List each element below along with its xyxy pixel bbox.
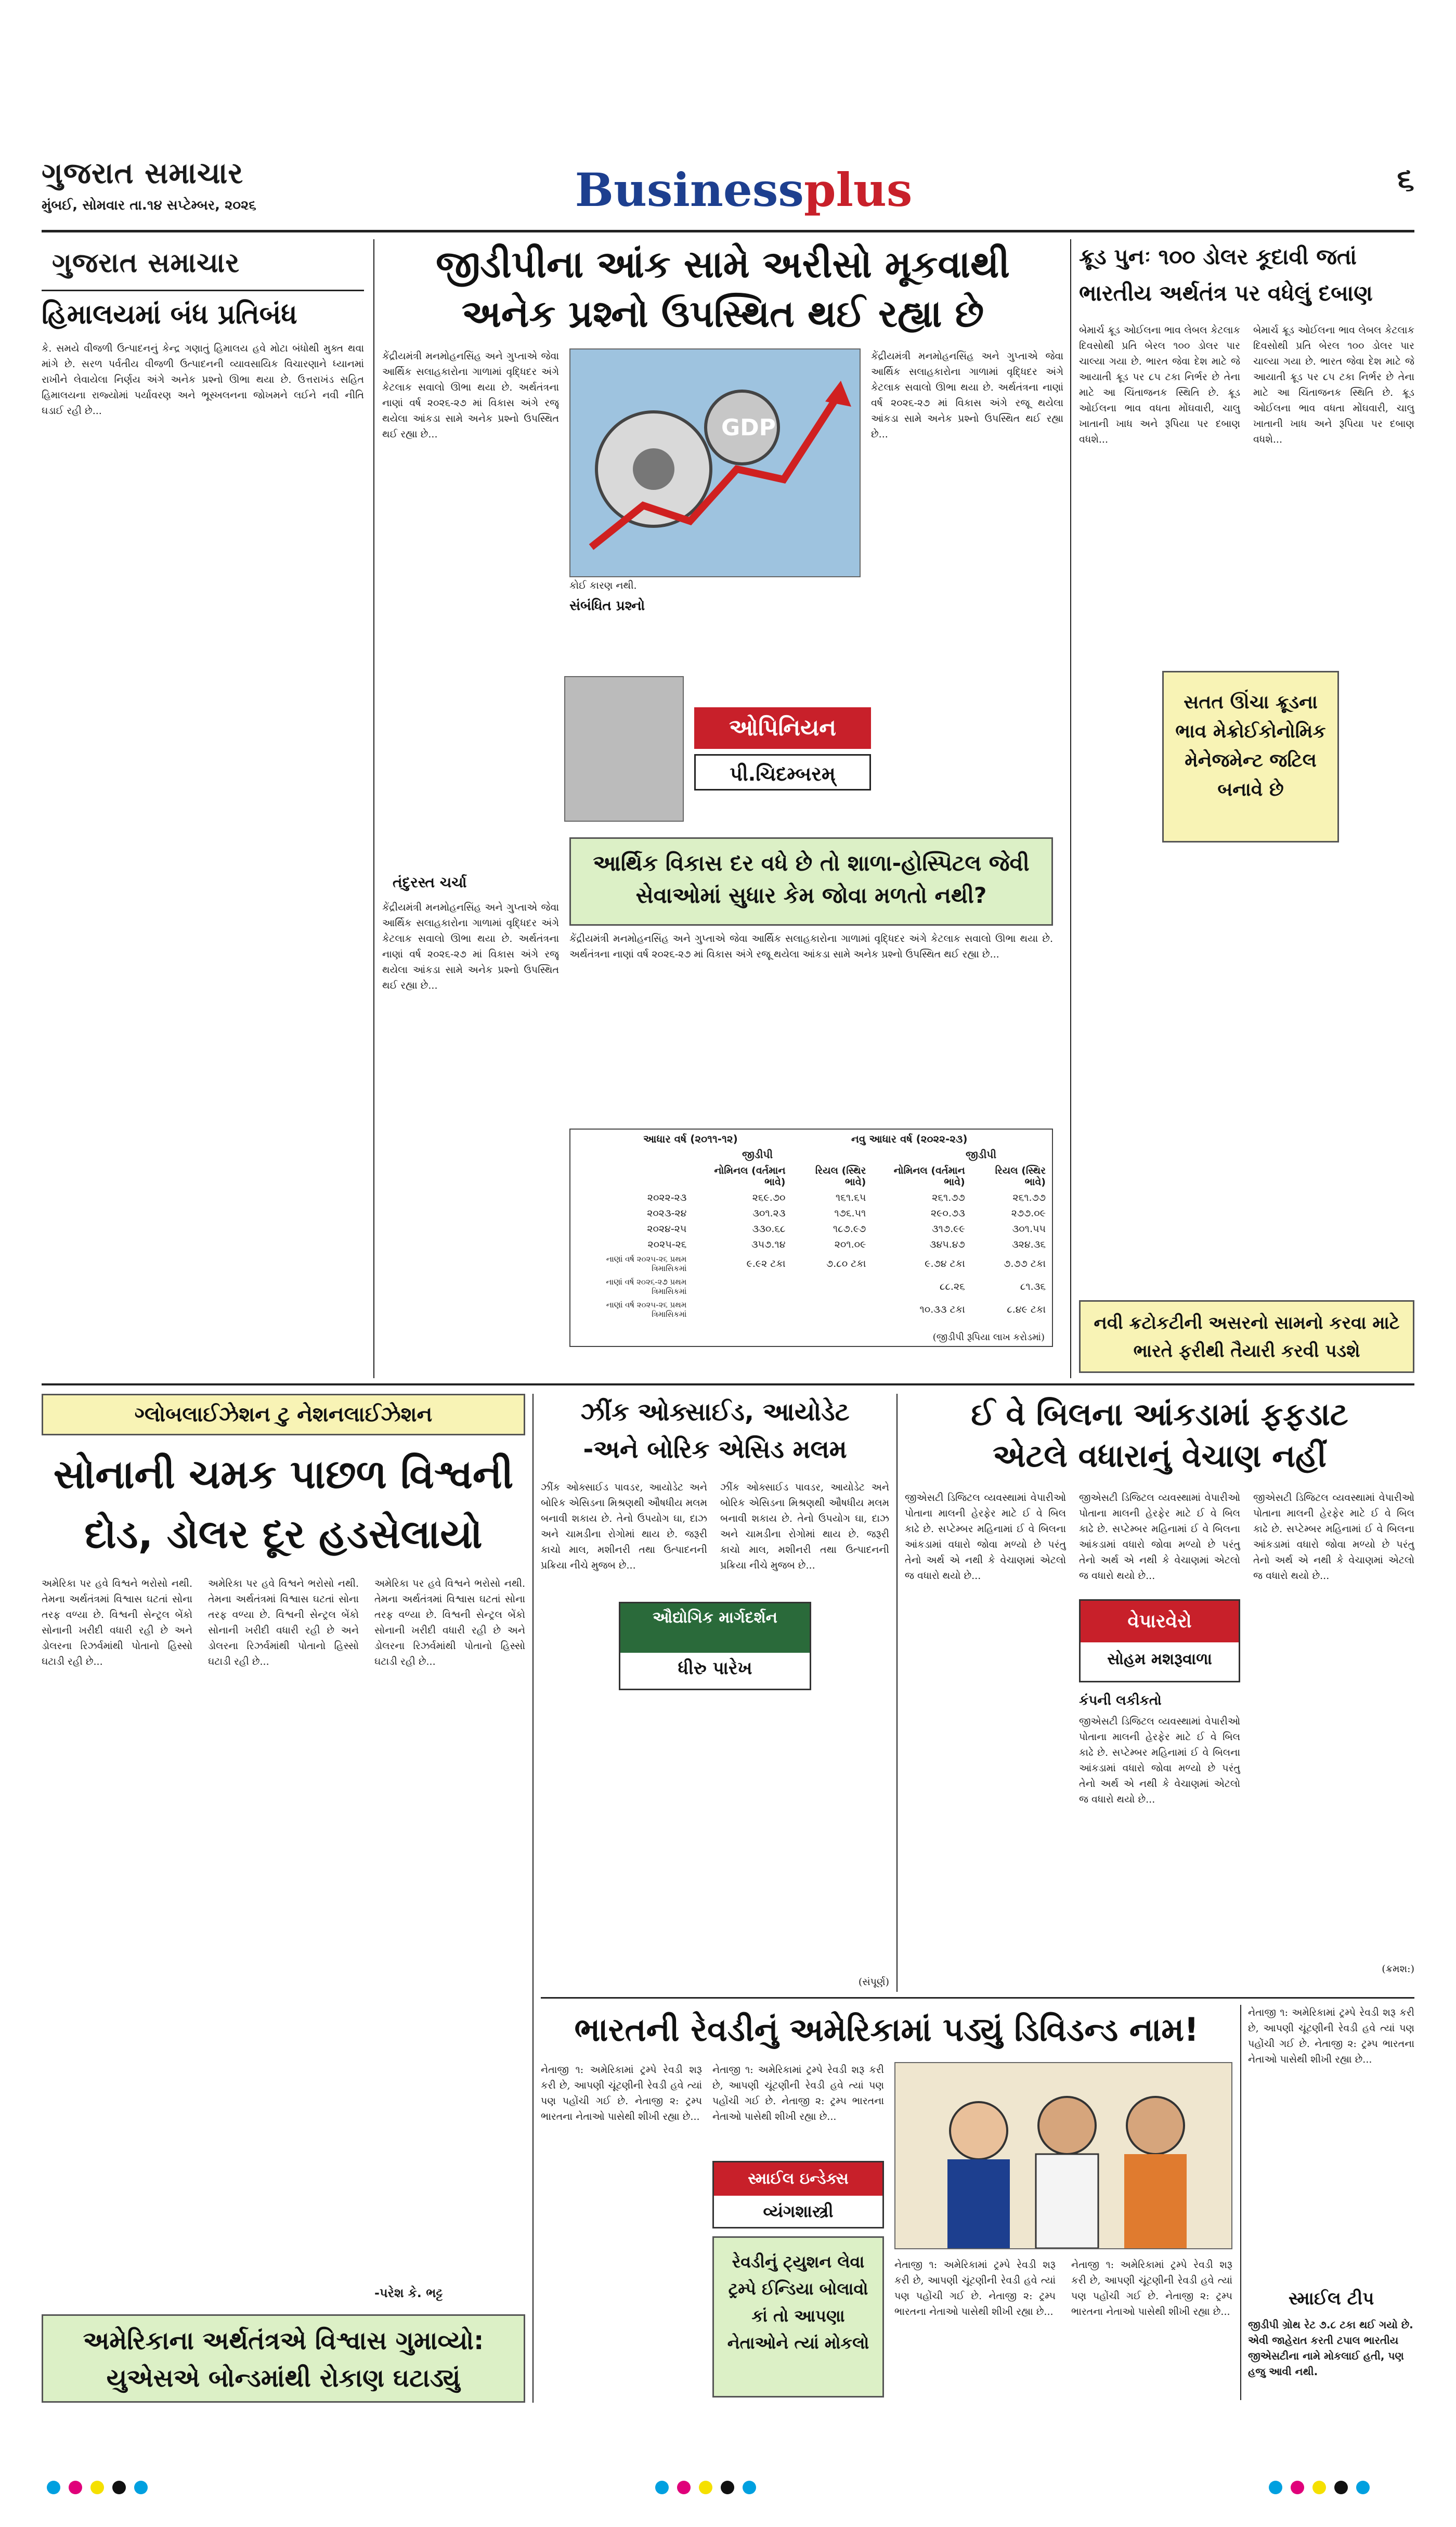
table-cell: ૩૨૪.૩૬ [1012, 1239, 1046, 1250]
ewaybill-subhead: કંપની લકીકતો [1079, 1693, 1162, 1708]
revdi-body-col-d: નેતાજી ૧: અમેરિકામાં ટ્રમ્પે રેવડી શરૂ કરી છે, આપણી ચૂંટણીની રેવડી હવે ત્યાં પણ પહોંચી ગઈ છે. નેતાજી ૨: ટ્રમ્પ ભારતના નેતાઓ પાસેથી શીખી રહ્યા છે... [1071, 2259, 1232, 2317]
registration-dot [699, 2481, 712, 2494]
gdp-chart-illustration [570, 349, 860, 576]
table-header-right: નવુ આધાર વર્ષ (૨૦૨૨-૨૩) [851, 1133, 968, 1145]
revdi-body-col-e: નેતાજી ૧: અમેરિકામાં ટ્રમ્પે રેવડી શરૂ કરી છે, આપણી ચૂંટણીની રેવડી હવે ત્યાં પણ પહોંચી ગઈ છે. નેતાજી ૨: ટ્રમ્પ ભારતના નેતાઓ પાસેથી શીખી રહ્યા છે... [1248, 2007, 1414, 2065]
table-cell: નાણાં વર્ષ ૨૦૨૫-૨૬ પ્રથમ ત્રિમાસિકમાં [606, 1254, 687, 1273]
table-cell: ૮૮.૨૬ [940, 1281, 965, 1292]
table-cell: ૯.૭૪ ટકા [925, 1258, 965, 1269]
table-group-right: જીડીપી [966, 1148, 997, 1161]
ewaybill-end: (ક્રમશ:) [1382, 1963, 1414, 1975]
table-row [573, 1221, 1051, 1237]
ewaybill-headline-2: એટલે વધારાનું વેચાણ નહીં [993, 1438, 1327, 1474]
gdp-headline-1: જીડીપીના આંક સામે અરીસો મૂકવાથી [436, 242, 1010, 286]
table-cell: ૩૩૦.૬૮ [752, 1223, 786, 1235]
table-cell: ૩૪૫.૪૭ [929, 1239, 965, 1250]
registration-dot [47, 2481, 60, 2494]
table-cell: ૩૦૧.૨૩ [752, 1208, 786, 1219]
zinc-headline-1: ઝીંક ઓક્સાઈડ, આયોડેટ [580, 1397, 850, 1427]
revdi-headline: ભારતની રેવડીનું અમેરિકામાં પડ્યું ડિવિડન્ડ નામ! [574, 2011, 1199, 2049]
registration-marks-center [655, 2481, 764, 2496]
gdp-photo-caption: કોઈ કારણ નથી. [569, 580, 637, 591]
zinc-body-col-b: ઝીંક ઓક્સાઈડ પાવડર, આયોડેટ અને બોરિક એસિડના મિશ્રણથી ઔષધીય મલમ બનાવી શકાય છે. તેનો ઉપયોગ ઘા, દાઝ અને ચામડીના રોગોમાં થાય છે. જરૂરી કાચો માલ, મશીનરી તથા ઉત્પાદનની પ્રક્રિયા નીચે મુજબ છે... [720, 1482, 889, 1571]
table-row [573, 1298, 1051, 1321]
opinion-label: ઓપિનિયન [694, 707, 871, 749]
table-cell: ૧૭૬.૫૧ [834, 1208, 866, 1219]
col-divider-4 [896, 1394, 898, 1992]
revdi-column-name: સ્માઈલ ઇન્ડેક્સ [714, 2162, 882, 2196]
gold-article [42, 1394, 525, 2455]
gdp-body-col-c: કેંદ્રીયમંત્રી મનમોહનસિંહ અને ગુપ્તાએ જેવા આર્થિક સલાહકારોના ગાળામાં વૃદ્ધિદર અંગે કેટલાક સવાલો ઊભા થયા છે. અર્થતંત્રના નાણાં વર્ષ ૨૦૨૬-૨૭ માં વિકાસ અંગે રજૂ થયેલા આંકડા સામે અનેક પ્રશ્નો ઉપસ્થિત થઈ રહ્યા છે... [871, 351, 1063, 440]
crude-inset-box: સતત ઊંચા ક્રૂડના ભાવ મેક્રોઈકોનોમિક મેનેજમેન્ટ જટિલ બનાવે છે [1162, 671, 1339, 843]
crude-body-col-b: બેમાર્ચ ક્રૂડ ઓઈલના ભાવ લેબલ કેટલાક દિવસોથી પ્રતિ બેરલ ૧૦૦ ડોલર પાર ચાલ્યા ગયા છે. ભારત જેવા દેશ માટે જે આયાતી ક્રૂડ પર ૮૫ ટકા નિર્ભર છે તેના માટે આ ચિંતાજનક સ્થિતિ છે. ક્રૂડ ઓઈલના ભાવ વધતા મોંઘવારી, ચાલુ ખાતાની ખાધ અને રૂપિયા પર દબાણ વધશે... [1253, 325, 1414, 445]
gold-body-col-b: અમેરિકા પર હવે વિશ્વને ભરોસો નથી. તેમના અર્થતંત્રમાં વિશ્વાસ ઘટતાં સોના તરફ વળ્યા છે. વિશ્વની સેન્ટ્રલ બેંકો સોનાની ખરીદી વધારી રહી છે અને ડોલરના રિઝર્વમાંથી પોતાનો હિસ્સો ઘટાડી રહી છે... [208, 1578, 359, 1667]
author-photo [564, 676, 684, 822]
registration-dot [721, 2481, 734, 2494]
table-col: નોમિનલ (વર્તમાન ભાવે) [893, 1165, 965, 1188]
col-divider-3 [532, 1394, 534, 2403]
table-cell: ૧૬૧.૬૫ [835, 1192, 866, 1203]
table-cell: ૨૬૧.૭૭ [932, 1192, 965, 1203]
table-cell: ૭.૭૭ ટકા [1004, 1258, 1046, 1269]
zinc-credit: (સંપૂર્ણ) [858, 1976, 889, 1988]
section-title [562, 161, 926, 218]
svg-text:GDP: GDP [721, 414, 776, 441]
mid-rule [42, 1383, 1414, 1385]
registration-dot [1291, 2481, 1304, 2494]
crude-body-col-a: બેમાર્ચ ક્રૂડ ઓઈલના ભાવ લેબલ કેટલાક દિવસોથી પ્રતિ બેરલ ૧૦૦ ડોલર પાર ચાલ્યા ગયા છે. ભારત જેવા દેશ માટે જે આયાતી ક્રૂડ પર ૮૫ ટકા નિર્ભર છે તેના માટે આ ચિંતાજનક સ્થિતિ છે. ક્રૂડ ઓઈલના ભાવ વધતા મોંઘવારી, ચાલુ ખાતાની ખાધ અને રૂપિયા પર દબાણ વધશે... [1079, 325, 1240, 445]
gdp-body-lower: કેંદ્રીયમંત્રી મનમોહનસિંહ અને ગુપ્તાએ જેવા આર્થિક સલાહકારોના ગાળામાં વૃદ્ધિદર અંગે કેટલાક સવાલો ઊભા થયા છે. અર્થતંત્રના નાણાં વર્ષ ૨૦૨૬-૨૭ માં વિકાસ અંગે રજૂ થયેલા આંકડા સામે અનેક પ્રશ્નો ઉપસ્થિત થઈ રહ્યા છે... [569, 933, 1053, 960]
revdi-body-col-b: નેતાજી ૧: અમેરિકામાં ટ્રમ્પે રેવડી શરૂ કરી છે, આપણી ચૂંટણીની રેવડી હવે ત્યાં પણ પહોંચી ગઈ છે. નેતાજી ૨: ટ્રમ્પ ભારતના નેતાઓ પાસેથી શીખી રહ્યા છે... [712, 2064, 884, 2122]
editorial-logo-bar [42, 239, 364, 291]
revdi-tip-body: જીડીપી ગ્રોથ રેટ ૭.૮ ટકા થઈ ગયો છે. એવી જાહેરાત કરતી ટપાલ ભારતીય જીએસટીના નામે મોકલાઈ હતી, પણ હજુ આવી નથી. [1248, 2318, 1413, 2378]
revdi-body-col-a: નેતાજી ૧: અમેરિકામાં ટ્રમ્પે રેવડી શરૂ કરી છે, આપણી ચૂંટણીની રેવડી હવે ત્યાં પણ પહોંચી ગઈ છે. નેતાજી ૨: ટ્રમ્પ ભારતના નેતાઓ પાસેથી શીખી રહ્યા છે... [541, 2064, 702, 2122]
editorial-column [42, 239, 364, 1378]
zinc-headline-2: -અને બોરિક એસિડ મલમ [583, 1435, 847, 1464]
paper-logo: ગુજરાત સમાચાર [42, 156, 244, 190]
masthead [42, 156, 1414, 229]
table-row [573, 1275, 1051, 1298]
opinion-author: પી.ચિદમ્બરમ્ [694, 754, 871, 791]
gdp-quote-box: આર્થિક વિકાસ દર વધે છે તો શાળા-હોસ્પિટલ જેવી સેવાઓમાં સુધાર કેમ જોવા મળતો નથી? [569, 837, 1053, 926]
table-cell: ૨૦૨૩-૨૪ [647, 1208, 687, 1219]
ewaybill-column-box [1079, 1599, 1240, 1682]
ewaybill-column-name: વેપારવેરો [1081, 1601, 1239, 1642]
table-cell: નાણાં વર્ષ ૨૦૨૬-૨૭ પ્રથમ ત્રિમાસિકમાં [606, 1277, 687, 1296]
table-cell [790, 1275, 871, 1298]
registration-dot [743, 2481, 756, 2494]
table-cell: ૯.૯૨ ટકા [746, 1258, 786, 1269]
table-cell: ૧૮૭.૯૭ [833, 1223, 866, 1235]
table-row [573, 1190, 1051, 1206]
table-col: રિયલ (સ્થિર ભાવે) [815, 1165, 866, 1188]
registration-dot [1356, 2481, 1370, 2494]
table-row [573, 1252, 1051, 1275]
gold-headline-2: દોડ, ડોલર દૂર હડસેલાયો [84, 1511, 483, 1557]
gold-byline: -પરેશ કે. ભટ્ટ [374, 2286, 443, 2300]
gdp-table [569, 1129, 1053, 1347]
section-title-business: Business [575, 163, 804, 217]
table-col: નોમિનલ (વર્તમાન ભાવે) [714, 1165, 786, 1188]
table-cell: ૨૦૨૪-૨૫ [647, 1223, 687, 1235]
table-cell: ૩૧૭.૯૯ [932, 1223, 965, 1235]
gdp-article [382, 239, 1063, 1378]
ewaybill-body-col-b: જીએસટી ડિજિટલ વ્યવસ્થામાં વેપારીઓ પોતાના માલની હેરફેર માટે ઈ વે બિલ કાઢે છે. સપ્ટેમ્બર મહિનામાં ઈ વે બિલના આંકડામાં વધારો જોવા મળ્યો છે પરંતુ તેનો અર્થ એ નથી કે વેચાણમાં એટલો જ વધારો થયો છે... [1079, 1492, 1240, 1582]
gdp-body-col-a: કેંદ્રીયમંત્રી મનમોહનસિંહ અને ગુપ્તાએ જેવા આર્થિક સલાહકારોના ગાળામાં વૃદ્ધિદર અંગે કેટલાક સવાલો ઊભા થયા છે. અર્થતંત્રના નાણાં વર્ષ ૨૦૨૬-૨૭ માં વિકાસ અંગે રજૂ થયેલા આંકડા સામે અનેક પ્રશ્નો ઉપસ્થિત થઈ રહ્યા છે... [382, 351, 559, 440]
gdp-data-table [573, 1163, 1051, 1321]
revdi-article [541, 2005, 1414, 2405]
section-title-plus: plus [803, 163, 913, 217]
zinc-column-name: ઔદ્યોગિક માર્ગદર્શન [620, 1603, 810, 1653]
table-cell: ૭.૮૦ ટકા [826, 1258, 866, 1269]
revdi-column-box [712, 2161, 884, 2228]
crude-article [1079, 239, 1414, 1378]
registration-dot [134, 2481, 148, 2494]
registration-dot [90, 2481, 104, 2494]
opinion-block [564, 676, 876, 832]
table-source: (જીડીપી રૂપિયા લાખ કરોડમાં) [932, 1332, 1045, 1343]
table-column-row [573, 1163, 1051, 1190]
table-cell: નાણાં વર્ષ ૨૦૨૫-૨૬ પ્રથમ ત્રિમાસિકમાં [606, 1300, 687, 1319]
gold-headline-1: સોનાની ચમક પાછળ વિશ્વની [53, 1451, 514, 1497]
crude-headline-2: ભારતીય અર્થતંત્ર પર વધેલું દબાણ [1079, 280, 1373, 306]
table-cell: ૨૦૧.૦૯ [834, 1239, 866, 1250]
table-cell: ૩૦૧.૫૫ [1012, 1223, 1046, 1235]
cartoon-illustration [895, 2063, 1231, 2248]
table-cell: ૨૭૭.૦૯ [1011, 1208, 1046, 1219]
registration-marks-right [1269, 2481, 1378, 2496]
table-cell [692, 1275, 790, 1298]
col-divider-2 [1070, 239, 1071, 1378]
editorial-body: કે. સમયે વીજળી ઉત્પાદનનું કેન્દ્ર ગણાતું હિમાલય હવે મોટા બંધોથી મુક્ત થવા માંગે છે. સરળ પર્વતીય વીજળી ઉત્પાદનની વ્યાવસાયિક વિચારણાને ધ્યાનમાં રાખીને લેવાયેલા નિર્ણય અંગે અનેક પ્રશ્નો ઊભા થયા છે. ઉત્તરાખંડ સહિત હિમાલયના રાજ્યોમાં પર્યાવરણ અને ભૂસ્ખલનના જોખમને લઈને નવી નીતિ ઘડાઈ રહી છે... [42, 343, 364, 417]
table-cell: ૨૬૯.૭૦ [752, 1192, 786, 1203]
table-group-left: જીડીપી [742, 1148, 773, 1161]
table-cell: ૩૫૭.૧૪ [751, 1239, 786, 1250]
masthead-rule [42, 230, 1414, 232]
zinc-author: ધીરુ પારેખ [678, 1658, 752, 1679]
revdi-divider [1240, 2005, 1241, 2400]
crude-headline-1: ક્રૂડ પુનઃ ૧૦૦ ડોલર કૂદાવી જતાં [1079, 244, 1357, 269]
registration-dot [1334, 2481, 1348, 2494]
revdi-author: વ્યંગશાસ્ત્રી [763, 2201, 834, 2221]
zinc-column-box [619, 1602, 811, 1690]
gdp-body-col-a-lower: કેંદ્રીયમંત્રી મનમોહનસિંહ અને ગુપ્તાએ જેવા આર્થિક સલાહકારોના ગાળામાં વૃદ્ધિદર અંગે કેટલાક સવાલો ઊભા થયા છે. અર્થતંત્રના નાણાં વર્ષ ૨૦૨૬-૨૭ માં વિકાસ અંગે રજૂ થયેલા આંકડા સામે અનેક પ્રશ્નો ઉપસ્થિત થઈ રહ્યા છે... [382, 902, 559, 991]
gdp-headline-2: અનેક પ્રશ્નો ઉપસ્થિત થઈ રહ્યા છે [461, 292, 984, 335]
table-cell: ૨૯૦.૭૩ [931, 1208, 965, 1219]
gold-kicker: ગ્લોબલાઈઝેશન ટુ નેશનલાઈઝેશન [42, 1394, 525, 1435]
registration-marks-left [47, 2481, 156, 2496]
gold-body-col-c: અમેરિકા પર હવે વિશ્વને ભરોસો નથી. તેમના અર્થતંત્રમાં વિશ્વાસ ઘટતાં સોના તરફ વળ્યા છે. વિશ્વની સેન્ટ્રલ બેંકો સોનાની ખરીદી વધારી રહી છે અને ડોલરના રિઝર્વમાંથી પોતાનો હિસ્સો ઘટાડી રહી છે... [374, 1578, 525, 1667]
ewaybill-article [905, 1394, 1414, 1992]
editorial-headline: હિમાલયમાં બંધ પ્રતિબંધ [42, 299, 297, 330]
ewaybill-body-col-c: જીએસટી ડિજિટલ વ્યવસ્થામાં વેપારીઓ પોતાના માલની હેરફેર માટે ઈ વે બિલ કાઢે છે. સપ્ટેમ્બર મહિનામાં ઈ વે બિલના આંકડામાં વધારો જોવા મળ્યો છે પરંતુ તેનો અર્થ એ નથી કે વેચાણમાં એટલો જ વધારો થયો છે... [1253, 1492, 1414, 1582]
dateline: મુંબઈ, સોમવાર તા.૧૪ સપ્ટેમ્બર, ૨૦૨૬ [42, 198, 256, 213]
zinc-article [541, 1394, 889, 1992]
registration-dot [677, 2481, 691, 2494]
gold-body-col-a: અમેરિકા પર હવે વિશ્વને ભરોસો નથી. તેમના અર્થતંત્રમાં વિશ્વાસ ઘટતાં સોના તરફ વળ્યા છે. વિશ્વની સેન્ટ્રલ બેંકો સોનાની ખરીદી વધારી રહી છે અને ડોલરના રિઝર્વમાંથી પોતાનો હિસ્સો ઘટાડી રહી છે... [42, 1578, 192, 1667]
revdi-tip-label: સ્માઈલ ટીપ [1288, 2288, 1374, 2309]
gdp-sidebar-heading: સંબંધિત પ્રશ્નો [569, 598, 645, 614]
table-cell: ૨૬૧.૭૭ [1012, 1192, 1046, 1203]
zinc-body-col-a: ઝીંક ઓક્સાઈડ પાવડર, આયોડેટ અને બોરિક એસિડના મિશ્રણથી ઔષધીય મલમ બનાવી શકાય છે. તેનો ઉપયોગ ઘા, દાઝ અને ચામડીના રોગોમાં થાય છે. જરૂરી કાચો માલ, મશીનરી તથા ઉત્પાદનની પ્રક્રિયા નીચે મુજબ છે... [541, 1482, 707, 1571]
registration-dot [655, 2481, 669, 2494]
table-col: રિયલ (સ્થિર ભાવે) [995, 1165, 1046, 1188]
table-header-left: આધાર વર્ષ (૨૦૧૧-૧૨) [643, 1133, 738, 1145]
ewaybill-headline-1: ઈ વે બિલના આંકડામાં ફફડાટ [971, 1396, 1348, 1433]
revdi-body-col-c: નેતાજી ૧: અમેરિકામાં ટ્રમ્પે રેવડી શરૂ કરી છે, આપણી ચૂંટણીની રેવડી હવે ત્યાં પણ પહોંચી ગઈ છે. નેતાજી ૨: ટ્રમ્પ ભારતના નેતાઓ પાસેથી શીખી રહ્યા છે... [894, 2259, 1056, 2317]
gdp-photo [569, 348, 861, 577]
gdp-sidebar-sub: તંદુરસ્ત ચર્ચા [393, 874, 467, 891]
col-divider-1 [373, 239, 374, 1378]
registration-dot [69, 2481, 82, 2494]
editorial-logo: ગુજરાત સમાચાર [52, 247, 240, 279]
revdi-cartoon [894, 2062, 1232, 2249]
ewaybill-body-col-b-lower: જીએસટી ડિજિટલ વ્યવસ્થામાં વેપારીઓ પોતાના માલની હેરફેર માટે ઈ વે બિલ કાઢે છે. સપ્ટેમ્બર મહિનામાં ઈ વે બિલના આંકડામાં વધારો જોવા મળ્યો છે પરંતુ તેનો અર્થ એ નથી કે વેચાણમાં એટલો જ વધારો થયો છે... [1079, 1716, 1240, 1805]
table-cell [790, 1298, 871, 1321]
table-cell: ૨૦૨૨-૨૩ [647, 1192, 687, 1203]
registration-dot [1269, 2481, 1282, 2494]
table-cell: ૮૧.૩૬ [1020, 1281, 1046, 1292]
page-number: ૬ [1397, 161, 1414, 198]
registration-dot [112, 2481, 126, 2494]
lower-right-rule [541, 1997, 1414, 1999]
table-cell: ૧૦.૩૩ ટકા [919, 1304, 965, 1315]
ewaybill-body-col-a: જીએસટી ડિજિટલ વ્યવસ્થામાં વેપારીઓ પોતાના માલની હેરફેર માટે ઈ વે બિલ કાઢે છે. સપ્ટેમ્બર મહિનામાં ઈ વે બિલના આંકડામાં વધારો જોવા મળ્યો છે પરંતુ તેનો અર્થ એ નથી કે વેચાણમાં એટલો જ વધારો થયો છે... [905, 1492, 1066, 1582]
registration-dot [1312, 2481, 1326, 2494]
table-row [573, 1206, 1051, 1221]
table-col-year [573, 1163, 692, 1190]
table-cell: ૮.૪૯ ટકા [1007, 1304, 1046, 1315]
table-row [573, 1237, 1051, 1252]
gold-footer: અમેરિકાના અર્થતંત્રએ વિશ્વાસ ગુમાવ્યો: યુએસએ બોન્ડમાંથી રોકાણ ઘટાડ્યું [42, 2314, 525, 2403]
ewaybill-author: સોહમ મશરૂવાળા [1107, 1650, 1212, 1668]
crude-footer-box: નવી ક્રટોકટીની અસરનો સામનો કરવા માટે ભારતે ફરીથી તૈયારી કરવી પડશે [1079, 1300, 1414, 1373]
revdi-inset: રેવડીનું ટ્યુશન લેવા ટ્રમ્પે ઈન્ડિયા બોલાવો કાં તો આપણા નેતાઓને ત્યાં મોકલો [712, 2236, 884, 2398]
table-cell: ૨૦૨૫-૨૬ [647, 1239, 687, 1250]
table-cell [692, 1298, 790, 1321]
